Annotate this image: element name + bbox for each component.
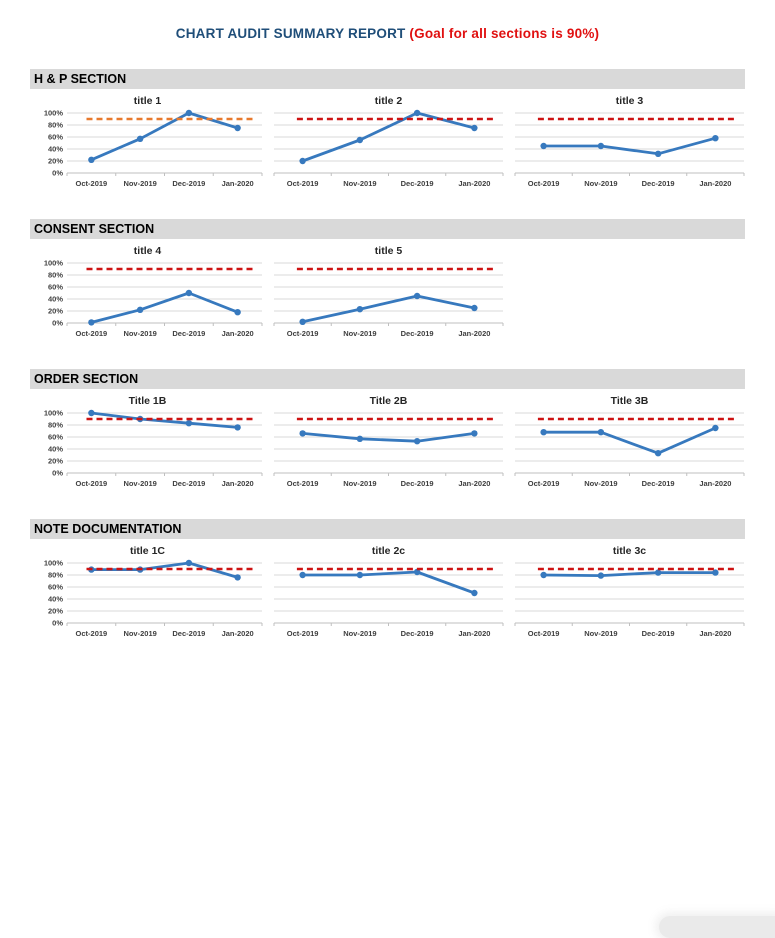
y-axis-tick-label: 0% bbox=[52, 468, 63, 478]
chart-canvas bbox=[31, 259, 264, 339]
line-chart bbox=[31, 95, 264, 194]
chart-canvas bbox=[272, 409, 505, 489]
x-axis-tick-label: Dec-2019 bbox=[400, 179, 434, 188]
chart-title: title 4 bbox=[133, 245, 162, 257]
chart-row bbox=[31, 395, 744, 494]
y-axis-tick-label: 100% bbox=[43, 559, 63, 568]
y-axis-tick-label: 40% bbox=[47, 444, 63, 454]
report-body bbox=[30, 69, 745, 644]
x-axis-tick-label: Jan-2020 bbox=[699, 629, 732, 638]
chart-canvas bbox=[513, 409, 746, 489]
chart-canvas bbox=[31, 409, 264, 489]
x-axis-tick-label: Dec-2019 bbox=[172, 329, 206, 338]
x-axis-tick-label: Nov-2019 bbox=[343, 479, 377, 488]
x-axis-tick-label: Oct-2019 bbox=[75, 479, 108, 488]
line-chart bbox=[31, 545, 264, 644]
x-axis-tick-label: Jan-2020 bbox=[458, 629, 491, 638]
page-title bbox=[0, 0, 775, 41]
x-axis-tick-label: Dec-2019 bbox=[400, 629, 434, 638]
x-axis-tick-label: Oct-2019 bbox=[286, 329, 319, 338]
x-axis-tick-label: Jan-2020 bbox=[221, 179, 254, 188]
x-axis-tick-label: Nov-2019 bbox=[343, 329, 377, 338]
chart-canvas bbox=[31, 559, 264, 639]
line-chart bbox=[513, 95, 746, 194]
x-axis-tick-label: Oct-2019 bbox=[286, 629, 319, 638]
x-axis-tick-label: Dec-2019 bbox=[172, 629, 206, 638]
x-axis-tick-label: Jan-2020 bbox=[458, 479, 491, 488]
y-axis-tick-label: 80% bbox=[47, 270, 63, 280]
y-axis-tick-label: 60% bbox=[47, 282, 63, 292]
x-axis-tick-label: Jan-2020 bbox=[221, 629, 254, 638]
line-chart bbox=[513, 545, 746, 644]
chart-title: title 1C bbox=[129, 545, 165, 557]
x-axis-tick-label: Nov-2019 bbox=[123, 629, 157, 638]
chart-canvas bbox=[272, 259, 505, 339]
y-axis-tick-label: 100% bbox=[43, 109, 63, 118]
y-axis-tick-label: 80% bbox=[47, 120, 63, 130]
x-axis-tick-label: Jan-2020 bbox=[221, 329, 254, 338]
corner-widget bbox=[659, 916, 775, 938]
x-axis-tick-label: Dec-2019 bbox=[172, 479, 206, 488]
report-title-text: CHART AUDIT SUMMARY REPORT bbox=[175, 26, 406, 41]
y-axis-tick-label: 20% bbox=[47, 606, 63, 616]
chart-title: Title 2B bbox=[369, 395, 408, 407]
chart-title: title 3 bbox=[615, 95, 644, 107]
report-goal-note: (Goal for all sections is 90%) bbox=[405, 26, 600, 41]
chart-canvas bbox=[513, 559, 746, 639]
y-axis-tick-label: 0% bbox=[52, 168, 63, 178]
report-section bbox=[30, 369, 745, 494]
chart-title: title 1 bbox=[133, 95, 162, 107]
line-chart bbox=[272, 95, 505, 194]
report-section bbox=[30, 519, 745, 644]
y-axis-tick-label: 80% bbox=[47, 570, 63, 580]
chart-title: Title 1B bbox=[128, 395, 167, 407]
y-axis-tick-label: 0% bbox=[52, 618, 63, 628]
section-header: H & P SECTION bbox=[30, 69, 745, 89]
line-chart bbox=[272, 395, 505, 494]
x-axis-tick-label: Dec-2019 bbox=[641, 629, 675, 638]
chart-canvas bbox=[513, 109, 746, 189]
y-axis-tick-label: 60% bbox=[47, 582, 63, 592]
y-axis-tick-label: 60% bbox=[47, 432, 63, 442]
x-axis-tick-label: Nov-2019 bbox=[584, 479, 618, 488]
x-axis-tick-label: Nov-2019 bbox=[343, 629, 377, 638]
chart-title: title 2c bbox=[371, 545, 406, 557]
x-axis-tick-label: Dec-2019 bbox=[172, 179, 206, 188]
section-header: NOTE DOCUMENTATION bbox=[30, 519, 745, 539]
chart-title: Title 3B bbox=[610, 395, 649, 407]
chart-title: title 3c bbox=[612, 545, 647, 557]
x-axis-tick-label: Oct-2019 bbox=[527, 179, 560, 188]
y-axis-tick-label: 20% bbox=[47, 456, 63, 466]
x-axis-tick-label: Dec-2019 bbox=[400, 329, 434, 338]
x-axis-tick-label: Dec-2019 bbox=[641, 479, 675, 488]
x-axis-tick-label: Dec-2019 bbox=[400, 479, 434, 488]
x-axis-tick-label: Oct-2019 bbox=[75, 179, 108, 188]
report-section bbox=[30, 69, 745, 194]
chart-row bbox=[31, 545, 744, 644]
x-axis-tick-label: Oct-2019 bbox=[75, 629, 108, 638]
line-chart bbox=[513, 395, 746, 494]
line-chart bbox=[31, 395, 264, 494]
x-axis-tick-label: Oct-2019 bbox=[527, 629, 560, 638]
y-axis-tick-label: 60% bbox=[47, 132, 63, 142]
x-axis-tick-label: Jan-2020 bbox=[221, 479, 254, 488]
y-axis-tick-label: 100% bbox=[43, 259, 63, 268]
y-axis-tick-label: 20% bbox=[47, 306, 63, 316]
x-axis-tick-label: Oct-2019 bbox=[286, 479, 319, 488]
y-axis-tick-label: 80% bbox=[47, 420, 63, 430]
section-header: ORDER SECTION bbox=[30, 369, 745, 389]
x-axis-tick-label: Jan-2020 bbox=[699, 179, 732, 188]
x-axis-tick-label: Nov-2019 bbox=[123, 479, 157, 488]
x-axis-tick-label: Nov-2019 bbox=[343, 179, 377, 188]
x-axis-tick-label: Oct-2019 bbox=[75, 329, 108, 338]
y-axis-tick-label: 40% bbox=[47, 594, 63, 604]
x-axis-tick-label: Jan-2020 bbox=[458, 329, 491, 338]
chart-canvas bbox=[272, 559, 505, 639]
line-chart bbox=[272, 545, 505, 644]
x-axis-tick-label: Oct-2019 bbox=[527, 479, 560, 488]
x-axis-tick-label: Nov-2019 bbox=[123, 179, 157, 188]
chart-row bbox=[31, 95, 744, 194]
chart-canvas bbox=[31, 109, 264, 189]
y-axis-tick-label: 100% bbox=[43, 409, 63, 418]
line-chart bbox=[31, 245, 264, 344]
y-axis-tick-label: 40% bbox=[47, 294, 63, 304]
chart-title: title 2 bbox=[374, 95, 403, 107]
report-section bbox=[30, 219, 745, 344]
x-axis-tick-label: Nov-2019 bbox=[584, 629, 618, 638]
chart-title: title 5 bbox=[374, 245, 403, 257]
x-axis-tick-label: Jan-2020 bbox=[458, 179, 491, 188]
chart-canvas bbox=[272, 109, 505, 189]
x-axis-tick-label: Jan-2020 bbox=[699, 479, 732, 488]
x-axis-tick-label: Dec-2019 bbox=[641, 179, 675, 188]
x-axis-tick-label: Nov-2019 bbox=[584, 179, 618, 188]
y-axis-tick-label: 0% bbox=[52, 318, 63, 328]
x-axis-tick-label: Oct-2019 bbox=[286, 179, 319, 188]
y-axis-tick-label: 20% bbox=[47, 156, 63, 166]
line-chart bbox=[272, 245, 505, 344]
x-axis-tick-label: Nov-2019 bbox=[123, 329, 157, 338]
section-header: CONSENT SECTION bbox=[30, 219, 745, 239]
chart-row bbox=[31, 245, 744, 344]
y-axis-tick-label: 40% bbox=[47, 144, 63, 154]
